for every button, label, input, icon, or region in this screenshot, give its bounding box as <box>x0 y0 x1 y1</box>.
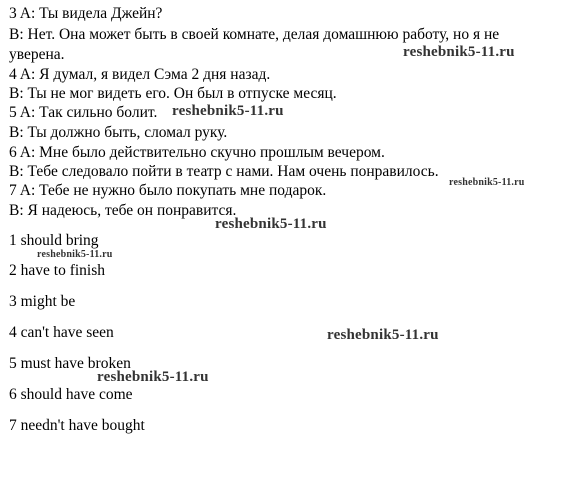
answer-item: 7 needn't have bought <box>9 417 145 434</box>
dialogue-line: 3 A: Ты видела Джейн? <box>9 5 163 22</box>
answer-item: 4 can't have seen <box>9 324 114 341</box>
dialogue-line: B: Нет. Она может быть в своей комнате, делая домашнюю работу, но я не <box>9 26 500 43</box>
dialogue-line: B: Тебе следовало пойти в театр с нами. Нам очень понравилось. <box>9 163 439 180</box>
dialogue-line: B: Я надеюсь, тебе он понравится. <box>9 202 237 219</box>
answer-item: 1 should bring <box>9 232 99 249</box>
dialogue-line: 4 A: Я думал, я видел Сэма 2 дня назад. <box>9 66 271 83</box>
watermark: reshebnik5-11.ru <box>403 44 515 60</box>
dialogue-line: 6 A: Мне было действительно скучно прошлым вечером. <box>9 144 385 161</box>
dialogue-line: B: Ты должно быть, сломал руку. <box>9 124 228 141</box>
dialogue-line: B: Ты не мог видеть его. Он был в отпуске месяц. <box>9 85 337 102</box>
dialogue-line: 5 A: Так сильно болит. <box>9 104 158 121</box>
watermark: reshebnik5-11.ru <box>215 216 327 232</box>
answer-item: 6 should have come <box>9 386 133 403</box>
answer-item: 3 might be <box>9 293 76 310</box>
watermark: reshebnik5-11.ru <box>97 369 209 385</box>
watermark: reshebnik5-11.ru <box>172 103 284 119</box>
watermark: reshebnik5-11.ru <box>449 177 525 188</box>
answer-item: 5 must have broken <box>9 355 131 372</box>
dialogue-line: 7 A: Тебе не нужно было покупать мне подарок. <box>9 182 327 199</box>
watermark: reshebnik5-11.ru <box>327 327 439 343</box>
answer-item: 2 have to finish <box>9 262 105 279</box>
watermark: reshebnik5-11.ru <box>37 249 113 260</box>
dialogue-line: уверена. <box>9 46 65 63</box>
